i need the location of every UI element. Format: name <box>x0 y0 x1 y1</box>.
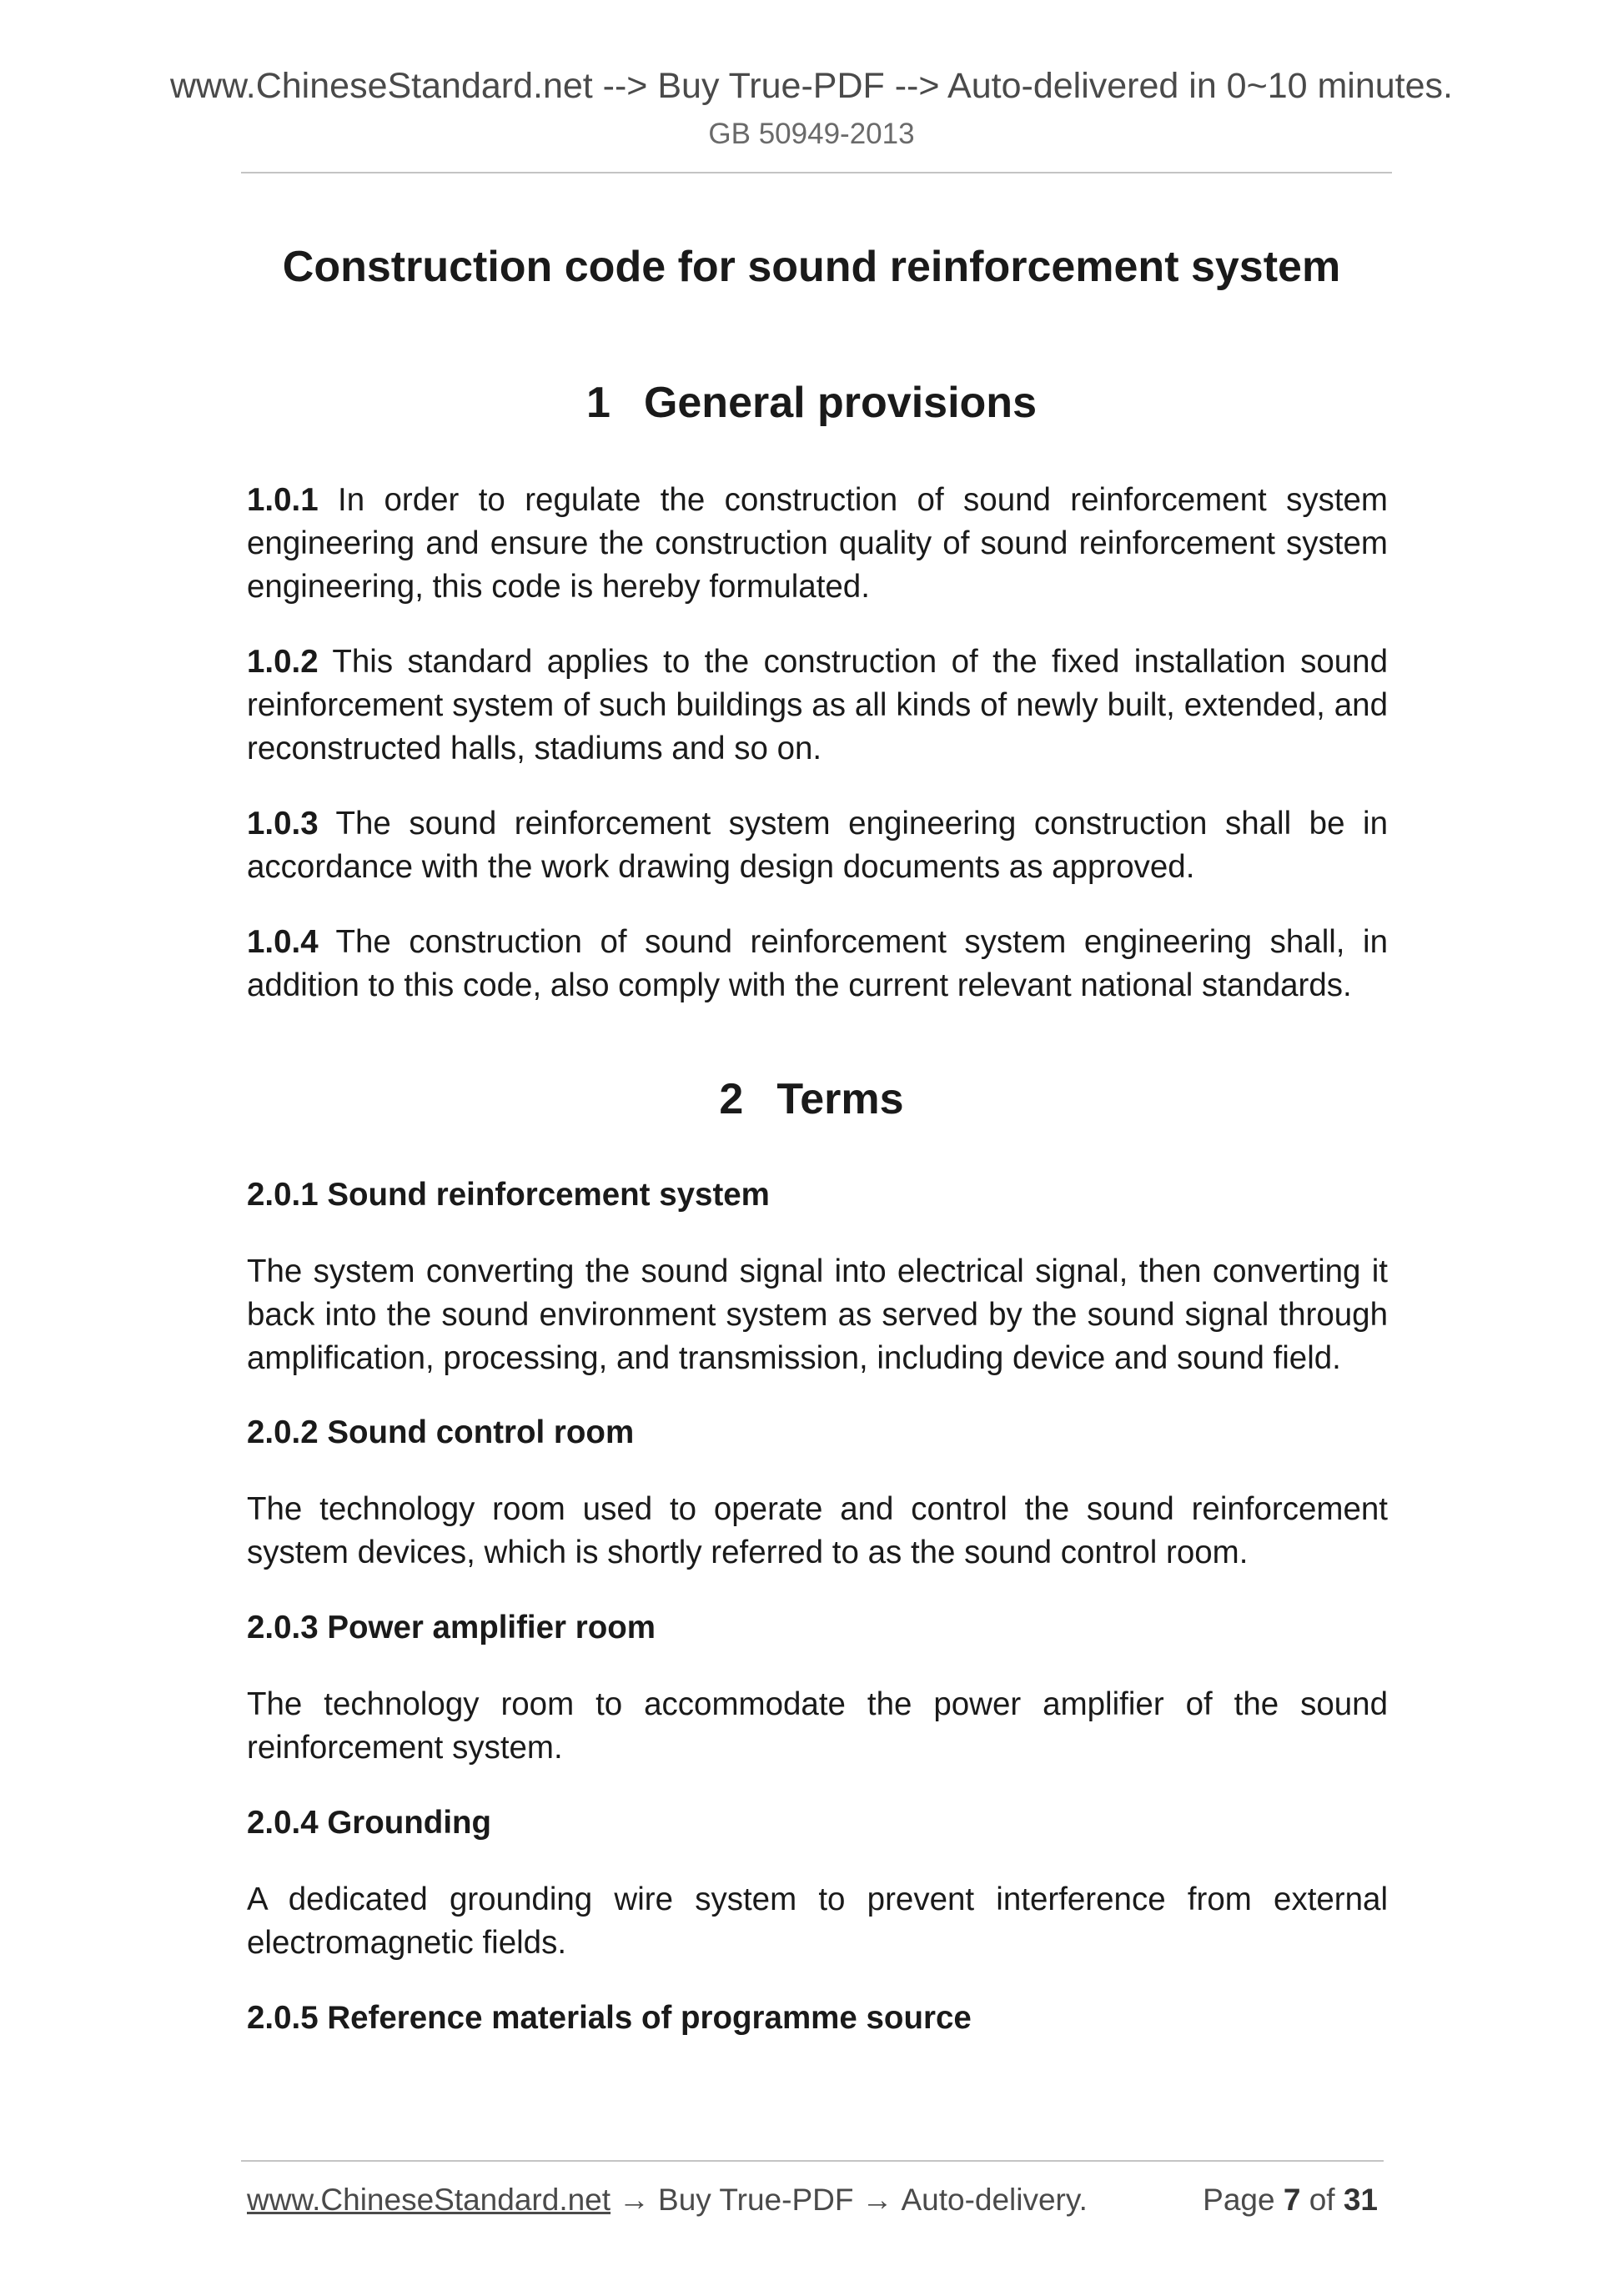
page-total: 31 <box>1343 2183 1378 2217</box>
section-number: 1 <box>586 379 611 427</box>
term-definition-2-0-3: The technology room to accommodate the power amplifier of the sound reinforcement system. <box>247 1686 1388 1766</box>
footer-buy-text: Buy True-PDF <box>658 2183 854 2217</box>
clause-text: This standard applies to the construction of the fixed installation sound reinforcement system of such buildings as all kinds of newly built, extended, and reconstructed halls, stadiums and so on. <box>247 644 1388 766</box>
clause-text: The sound reinforcement system engineering construction shall be in accordance with the work drawing design documents as approved. <box>247 806 1388 885</box>
clause-1-0-3 <box>247 802 1388 889</box>
term-heading-2-0-4: 2.0.4 Grounding <box>247 1805 492 1841</box>
footer-link[interactable]: www.ChineseStandard.net <box>247 2183 611 2217</box>
arrow-right-icon: → <box>619 2183 651 2217</box>
arrow-right-icon: → <box>862 2183 893 2217</box>
clause-1-0-2 <box>247 641 1388 771</box>
clause-1-0-1 <box>247 479 1388 609</box>
section-heading-2 <box>0 1070 1623 1128</box>
term-definition-2-0-2: The technology room used to operate and control the sound reinforcement system devices, which is shortly referred to as the sound control room. <box>247 1491 1388 1570</box>
document-title: Construction code for sound reinforcement system <box>282 243 1341 291</box>
clause-text: The construction of sound reinforcement system engineering shall, in addition to this code, also comply with the current relevant national standards. <box>247 924 1388 1003</box>
term-heading-2-0-1: 2.0.1 Sound reinforcement system <box>247 1177 770 1213</box>
page-indicator <box>1203 2178 1378 2222</box>
term-heading-2-0-5: 2.0.5 Reference materials of programme source <box>247 2000 972 2036</box>
footer-delivery-text: Auto-delivery. <box>901 2183 1088 2217</box>
section-title: General provisions <box>643 379 1037 427</box>
footer <box>247 2178 1378 2222</box>
header-banner: www.ChineseStandard.net --> Buy True-PDF --> Auto-delivered in 0~10 minutes. <box>169 66 1453 106</box>
clause-text: In order to regulate the construction of sound reinforcement system engineering and ensure the construction quality of sound reinforcement system engineering, this code is hereby formulated. <box>247 482 1388 605</box>
clause-number: 1.0.1 <box>247 482 319 518</box>
page-label: Page <box>1203 2183 1275 2217</box>
section-heading-1 <box>0 374 1623 432</box>
term-definition-2-0-1: The system converting the sound signal into electrical signal, then converting it back into the sound environment system as served by the sound signal through amplification, processing, and transmission, including device and sound field. <box>247 1254 1388 1376</box>
clause-number: 1.0.4 <box>247 924 319 960</box>
footer-divider <box>241 2160 1384 2162</box>
page-current: 7 <box>1283 2183 1301 2217</box>
term-heading-2-0-2: 2.0.2 Sound control room <box>247 1414 635 1450</box>
term-heading-2-0-3: 2.0.3 Power amplifier room <box>247 1610 656 1645</box>
clause-1-0-4 <box>247 921 1388 1007</box>
page-of: of <box>1309 2183 1335 2217</box>
clause-number: 1.0.2 <box>247 644 319 680</box>
section-title: Terms <box>776 1075 904 1123</box>
clause-number: 1.0.3 <box>247 806 319 842</box>
standard-code: GB 50949-2013 <box>708 118 915 150</box>
section-number: 2 <box>719 1075 744 1123</box>
term-definition-2-0-4: A dedicated grounding wire system to prevent interference from external electromagnetic fields. <box>247 1882 1388 1961</box>
header-divider <box>241 172 1392 173</box>
